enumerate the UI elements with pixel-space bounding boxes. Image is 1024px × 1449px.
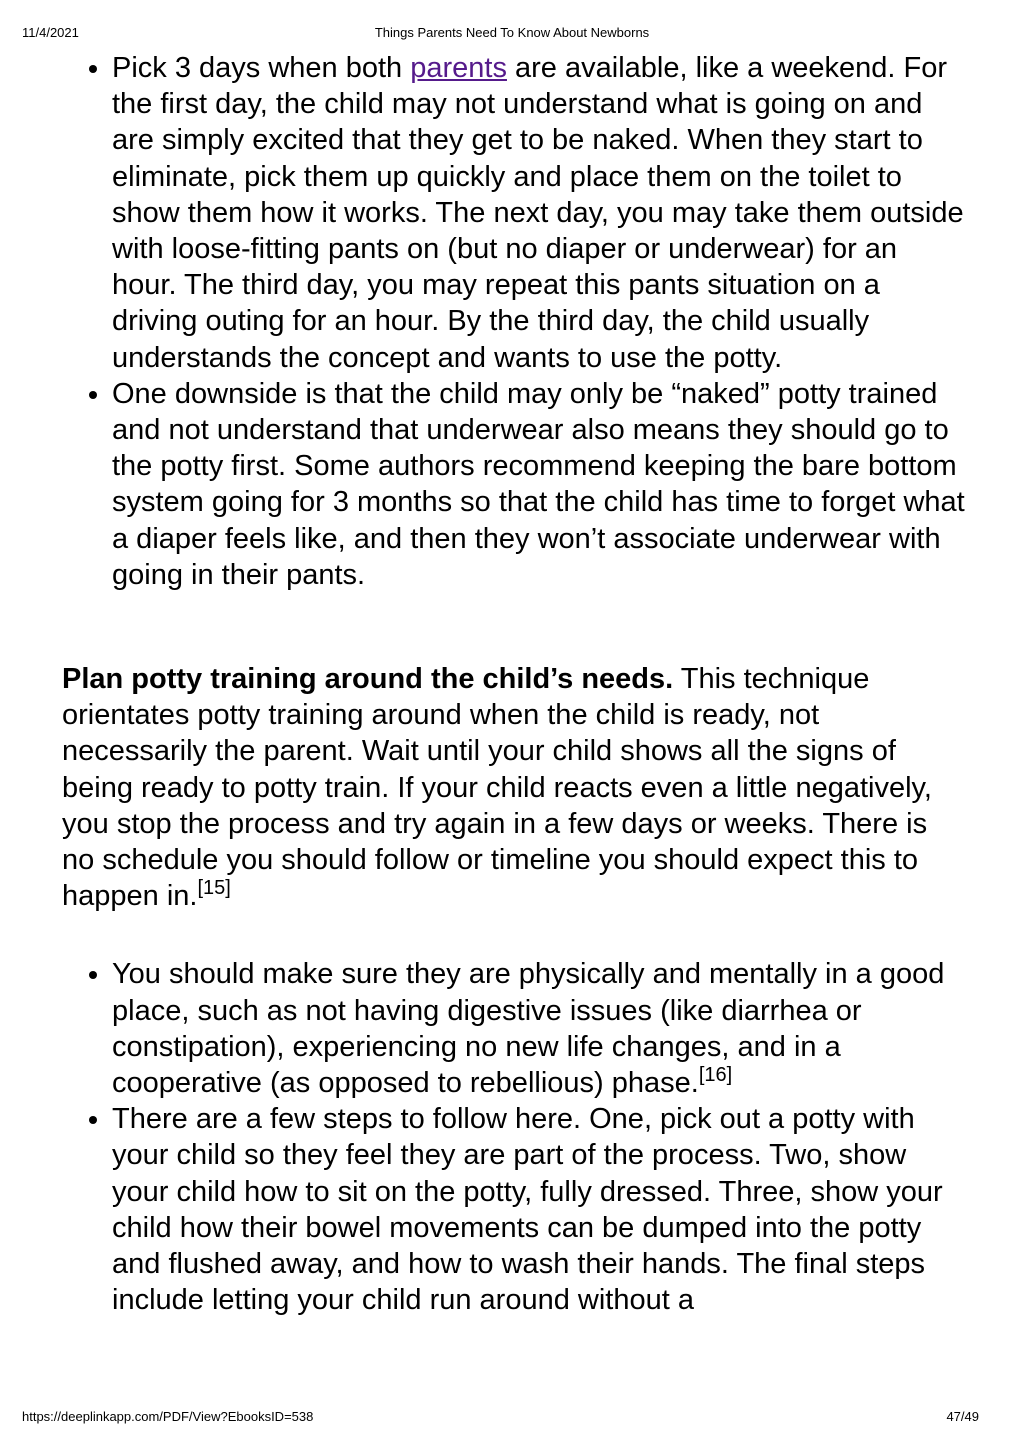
list-item <box>112 50 967 376</box>
spacer <box>62 593 967 661</box>
section-paragraph <box>62 661 967 914</box>
list-item <box>112 376 967 593</box>
document-title: Things Parents Need To Know About Newborns <box>374 25 650 40</box>
bullet-list-naked-method <box>62 50 967 593</box>
list-item-text: Pick 3 days when both <box>112 52 411 84</box>
spacer <box>62 914 967 956</box>
page-content <box>62 50 967 1319</box>
page-number: 47/49 <box>946 1409 979 1424</box>
list-item-text: There are a few steps to follow here. One, pick out a potty with your child so they feel they are part of the process. Two, show your child how to sit on the potty, fully dressed. Three, show your child how their bowel movements can be dumped into the potty and flushed away, and how to wash their hands. The final steps include letting your child run around without a <box>112 1103 943 1317</box>
parents-link[interactable]: parents <box>410 52 507 84</box>
list-item <box>112 956 967 1101</box>
list-item-text: are available, like a weekend. For the first day, the child may not understand what is going on and are simply excited that they get to be naked. When they start to eliminate, pick them up quickly and place them on the toilet to show them how it works. The next day, you may take them outside with loose-fitting pants on (but no diaper or underwear) for an hour. The third day, you may repeat this pants situation on a driving outing for an hour. By the third day, the child usually understands the concept and wants to use the potty. <box>112 52 964 374</box>
list-item <box>112 1101 967 1318</box>
list-item-text: One downside is that the child may only be “naked” potty trained and not understand that underwear also means they should go to the potty first. Some authors recommend keeping the bare bottom system going for 3 months so that the child has time to forget what a diaper feels like, and then they won’t associate underwear with going in their pants. <box>112 377 965 591</box>
bullet-list-child-needs <box>62 956 967 1318</box>
list-item-text: You should make sure they are physically and mentally in a good place, such as not having digestive issues (like diarrhea or constipation), experiencing no new life changes, and in a cooperative (as opposed to rebellious) phase. <box>112 958 945 1100</box>
section-heading: Plan potty training around the child’s needs. <box>62 663 674 696</box>
citation-16[interactable]: [16] <box>698 1064 733 1087</box>
section-body: This technique orientates potty training around when the child is ready, not necessarily the parent. Wait until your child shows all the signs of being ready to potty train. If your child reacts even a little negatively, you stop the process and try again in a few days or weeks. There is no schedule you should follow or timeline you should expect this to happen in. <box>62 663 932 913</box>
print-date: 11/4/2021 <box>22 25 79 40</box>
page-url: https://deeplinkapp.com/PDF/View?EbooksID=538 <box>22 1409 314 1424</box>
citation-15[interactable]: [15] <box>197 877 231 900</box>
